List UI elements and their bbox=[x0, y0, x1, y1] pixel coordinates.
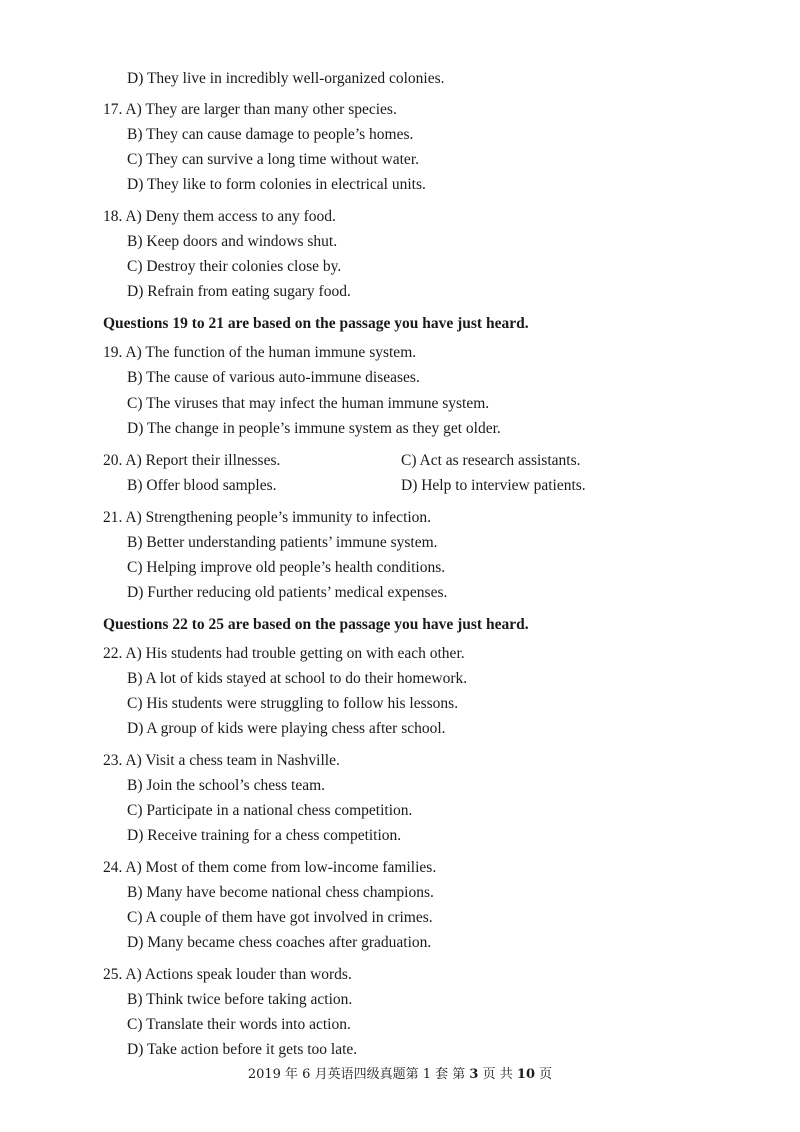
question-21-option-b: B) Better understanding patients’ immune system. bbox=[127, 534, 438, 551]
q16-option-d: D) They live in incredibly well-organized colonies. bbox=[127, 70, 445, 87]
question-21-option-d: D) Further reducing old patients’ medical expenses. bbox=[127, 584, 448, 601]
question-21-option-a bbox=[103, 508, 431, 528]
question-25-option-d: D) Take action before it gets too late. bbox=[127, 1041, 358, 1058]
page-footer bbox=[0, 1066, 800, 1084]
question-23-option-c: C) Participate in a national chess competition. bbox=[127, 802, 413, 819]
option-text: A) The function of the human immune system. bbox=[125, 344, 417, 361]
question-22-option-a bbox=[103, 644, 465, 664]
question-18-option-c: C) Destroy their colonies close by. bbox=[127, 258, 342, 275]
question-number: 20. bbox=[103, 452, 123, 469]
question-24-option-d: D) Many became chess coaches after graduation. bbox=[127, 934, 432, 951]
question-number: 24. bbox=[103, 859, 123, 876]
question-number: 19. bbox=[103, 344, 123, 361]
question-18-option-a bbox=[103, 207, 336, 227]
question-20-option-d: D) Help to interview patients. bbox=[401, 477, 586, 494]
question-17-option-c: C) They can survive a long time without water. bbox=[127, 151, 419, 168]
question-number: 25. bbox=[103, 966, 123, 983]
question-number: 21. bbox=[103, 509, 123, 526]
option-text: A) They are larger than many other species. bbox=[125, 101, 397, 118]
option-text: A) His students had trouble getting on with each other. bbox=[125, 645, 465, 662]
question-25-option-b: B) Think twice before taking action. bbox=[127, 991, 353, 1008]
question-number: 17. bbox=[103, 101, 123, 118]
footer-page-number: 3 bbox=[469, 1067, 479, 1082]
question-23-option-b: B) Join the school’s chess team. bbox=[127, 777, 326, 794]
question-20-option-b: B) Offer blood samples. bbox=[127, 477, 277, 494]
question-number: 18. bbox=[103, 208, 123, 225]
footer-page-unit: 页 bbox=[482, 1067, 496, 1082]
question-23-option-d: D) Receive training for a chess competition. bbox=[127, 827, 402, 844]
question-24-option-b: B) Many have become national chess champions. bbox=[127, 884, 434, 901]
footer-total-number: 10 bbox=[516, 1067, 536, 1082]
question-24-option-c: C) A couple of them have got involved in crimes. bbox=[127, 909, 433, 926]
question-17-option-b: B) They can cause damage to people’s homes. bbox=[127, 126, 414, 143]
footer-page-label: 第 bbox=[452, 1067, 466, 1082]
question-19-option-b: B) The cause of various auto-immune diseases. bbox=[127, 369, 420, 386]
question-20-option-a bbox=[103, 451, 280, 471]
question-21-option-c: C) Helping improve old people’s health conditions. bbox=[127, 559, 446, 576]
option-text: A) Deny them access to any food. bbox=[125, 208, 336, 225]
option-text: A) Actions speak louder than words. bbox=[125, 966, 352, 983]
question-18-option-d: D) Refrain from eating sugary food. bbox=[127, 283, 351, 300]
option-text: A) Report their illnesses. bbox=[125, 452, 281, 469]
section-heading-19-21: Questions 19 to 21 are based on the passage you have just heard. bbox=[103, 315, 529, 332]
question-22-option-b: B) A lot of kids stayed at school to do their homework. bbox=[127, 670, 468, 687]
question-20-option-c: C) Act as research assistants. bbox=[401, 452, 581, 469]
question-17-option-d: D) They like to form colonies in electrical units. bbox=[127, 176, 426, 193]
question-number: 23. bbox=[103, 752, 123, 769]
footer-exam-title: 2019 年 6 月英语四级真题第 1 套 bbox=[247, 1067, 449, 1082]
question-number: 22. bbox=[103, 645, 123, 662]
option-text: A) Strengthening people’s immunity to infection. bbox=[125, 509, 432, 526]
question-24-option-a bbox=[103, 858, 436, 878]
question-18-option-b: B) Keep doors and windows shut. bbox=[127, 233, 338, 250]
footer-total-label: 共 bbox=[499, 1067, 513, 1082]
question-23-option-a bbox=[103, 751, 340, 771]
option-text: A) Visit a chess team in Nashville. bbox=[125, 752, 340, 769]
question-19-option-c: C) The viruses that may infect the human immune system. bbox=[127, 395, 490, 412]
option-text: A) Most of them come from low-income families. bbox=[125, 859, 437, 876]
question-22-option-c: C) His students were struggling to follow his lessons. bbox=[127, 695, 459, 712]
question-19-option-d: D) The change in people’s immune system as they get older. bbox=[127, 420, 501, 437]
question-19-option-a bbox=[103, 343, 416, 363]
question-17-option-a bbox=[103, 100, 397, 120]
question-25-option-a bbox=[103, 965, 352, 985]
question-25-option-c: C) Translate their words into action. bbox=[127, 1016, 351, 1033]
section-heading-22-25: Questions 22 to 25 are based on the passage you have just heard. bbox=[103, 616, 529, 633]
footer-total-unit: 页 bbox=[539, 1067, 553, 1082]
question-22-option-d: D) A group of kids were playing chess after school. bbox=[127, 720, 446, 737]
